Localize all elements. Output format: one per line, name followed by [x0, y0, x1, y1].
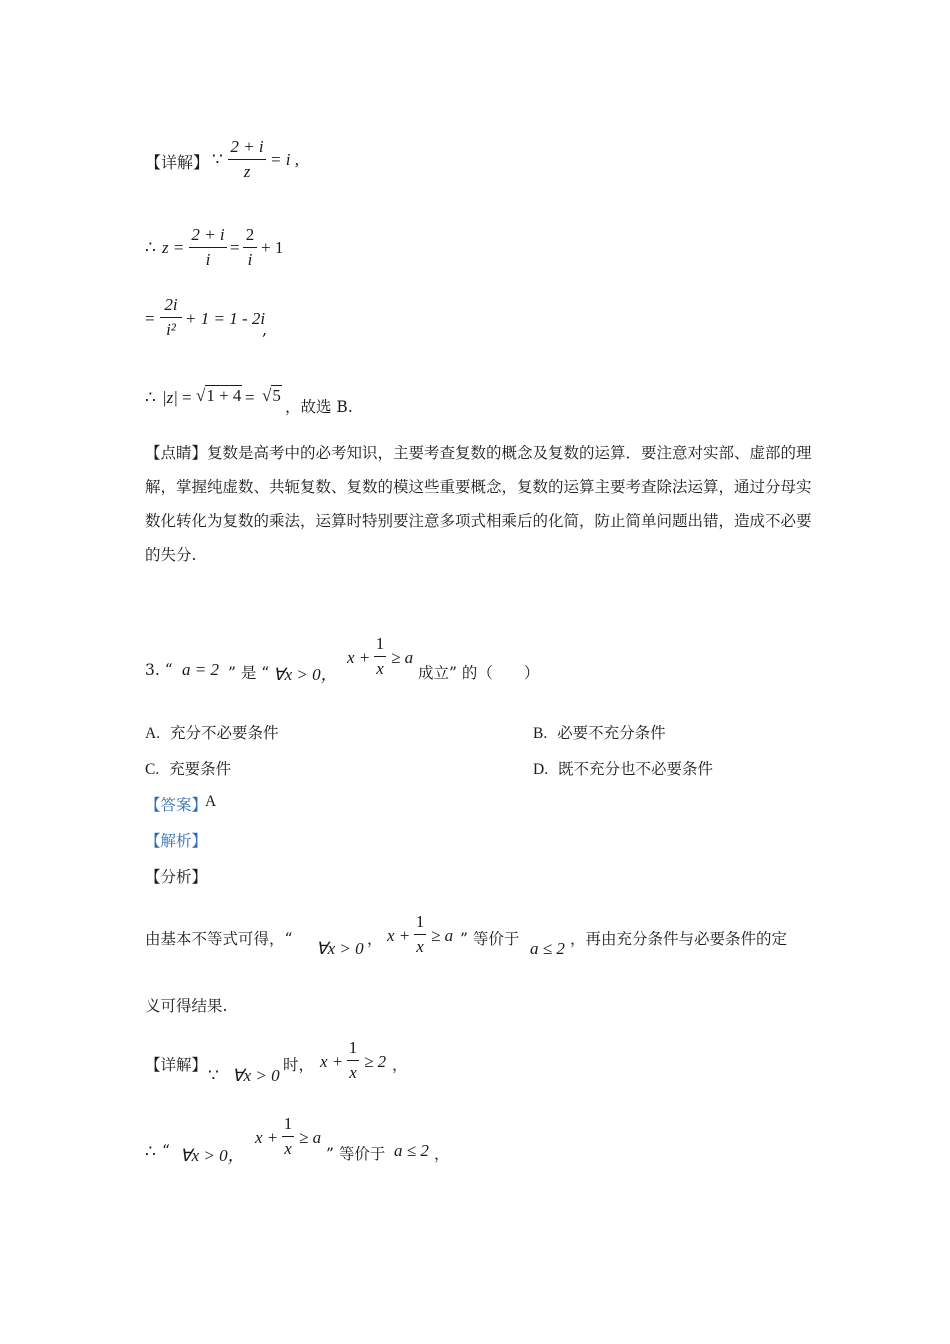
fraction — [160, 295, 182, 340]
fraction-bar — [243, 247, 257, 248]
fenxi-text-c: ，再由充分条件与必要条件的定 — [570, 930, 788, 948]
option-d[interactable]: D. 既不充分也不必要条件 — [533, 760, 713, 778]
fraction-denominator: z — [243, 162, 251, 181]
because-symbol: ∵ — [208, 1066, 219, 1085]
forall-condition: ∀x > 0， — [180, 1146, 245, 1165]
therefore-symbol: ∴ — [145, 238, 156, 257]
fraction-numerator: 1 — [348, 1038, 358, 1057]
fenxi-text-a: 由基本不等式可得，“ — [145, 930, 293, 948]
fraction-numerator: 2 + i — [191, 225, 225, 244]
ge-a: ≥ a — [391, 648, 414, 667]
modulus-z: |z| — [162, 388, 178, 407]
fraction-bar — [160, 317, 182, 318]
equals-sign: = — [145, 309, 155, 328]
expression-x: x + — [320, 1052, 344, 1071]
comma: ， — [367, 930, 383, 948]
fraction — [374, 634, 386, 679]
fraction — [282, 1114, 294, 1159]
shi-text: 时， — [283, 1056, 315, 1074]
because-symbol: ∵ — [212, 150, 223, 169]
fraction-bar — [374, 656, 386, 657]
equation-rhs: = i , — [270, 150, 299, 169]
plus-one: + 1 — [261, 238, 284, 257]
fraction-denominator: x — [416, 937, 424, 956]
equals-sign: = — [182, 388, 192, 407]
fraction-denominator: i — [205, 250, 211, 269]
question-suffix: 成立” 的（ ） — [418, 664, 540, 682]
open-quote: “ — [162, 1142, 170, 1160]
fraction-numerator: 2 — [245, 225, 255, 244]
fraction — [228, 137, 266, 182]
sqrt-radicand: 5 — [272, 386, 281, 405]
fraction-bar — [189, 247, 227, 248]
expression-x: x + — [255, 1128, 279, 1147]
ge-a: ≥ a — [299, 1128, 322, 1147]
z-equals: z = — [162, 238, 185, 257]
fraction — [243, 225, 257, 270]
therefore-symbol: ∴ — [145, 1142, 156, 1161]
therefore-symbol: ∴ — [145, 388, 156, 407]
a-le-2: a ≤ 2 — [530, 939, 565, 958]
option-b[interactable]: B. 必要不充分条件 — [533, 724, 666, 742]
fraction-denominator: x — [284, 1139, 292, 1158]
fraction-numerator: 2i — [164, 295, 178, 314]
fraction-denominator: i — [247, 250, 253, 269]
detail-label: 【详解】 — [145, 153, 210, 172]
fraction — [414, 912, 426, 957]
fraction-denominator: x — [376, 659, 384, 678]
conclusion-text: ，故选 B. — [285, 398, 353, 416]
expression-x: x + — [387, 926, 411, 945]
forall-condition: ∀x > 0 — [232, 1066, 280, 1085]
comment-label: 【点睛】 — [145, 444, 208, 462]
answer-label: 【答案】 — [145, 796, 208, 814]
comment-text: 复数是高考中的必考知识，主要考查复数的概念及复数的运算．要注意对实部、虚部的理解，掌握纯虚数、共轭复数、复数的模这些重要概念，复数的运算主要考查除法运算，通过分母实数化转化为复数的乘法，运算时特别要注意多项式相乘后的化简，防止简单问题出错，造成不必要的失分. — [145, 444, 812, 564]
fenxi-text-b: ” 等价于 — [460, 930, 520, 948]
fraction-numerator: 1 — [415, 912, 425, 931]
forall-condition: ∀x > 0 — [316, 939, 364, 958]
answer-value: A — [205, 793, 217, 810]
forall-condition: ∀x > 0， — [273, 665, 338, 684]
a-le-2: a ≤ 2 — [394, 1141, 429, 1160]
fraction-denominator: x — [349, 1063, 357, 1082]
equals-sign: = — [230, 238, 240, 257]
fraction-numerator: 1 — [283, 1114, 293, 1133]
fraction — [347, 1038, 359, 1083]
question-prefix: 3. “ — [145, 661, 173, 679]
sqrt-symbol: √1 + 4 — [196, 386, 242, 405]
detail-label: 【详解】 — [145, 1056, 208, 1074]
fraction-numerator: 2 + i — [230, 137, 264, 156]
question-mid: ” 是 “ — [228, 664, 270, 682]
fraction-denominator: i² — [166, 320, 176, 339]
fraction-bar — [414, 934, 426, 935]
comma: ， — [434, 1145, 450, 1163]
fraction-bar — [282, 1136, 294, 1137]
ge-2: ≥ 2 — [364, 1052, 387, 1071]
equation-rhs: + 1 = 1 - 2i — [185, 309, 266, 328]
sqrt-radicand: 1 + 4 — [206, 386, 242, 405]
option-a[interactable]: A. 充分不必要条件 — [145, 724, 279, 742]
comma: ， — [392, 1056, 408, 1074]
analysis-label: 【解析】 — [145, 832, 208, 850]
option-c[interactable]: C. 充要条件 — [145, 760, 232, 778]
comma: , — [262, 320, 268, 339]
equals-sign: = — [245, 388, 255, 407]
fenxi-text-line2: 义可得结果. — [145, 997, 228, 1015]
ge-a: ≥ a — [431, 926, 454, 945]
fenxi-label: 【分析】 — [145, 868, 208, 886]
fraction-bar — [228, 159, 266, 160]
expression-x: x + — [347, 648, 371, 667]
close-text: ” 等价于 — [326, 1145, 386, 1163]
fraction — [189, 225, 227, 270]
comment-paragraph — [145, 436, 815, 572]
fraction-bar — [347, 1060, 359, 1061]
condition-a: a = 2 — [182, 660, 219, 679]
sqrt-symbol: √5 — [262, 386, 281, 405]
fraction-numerator: 1 — [375, 634, 385, 653]
